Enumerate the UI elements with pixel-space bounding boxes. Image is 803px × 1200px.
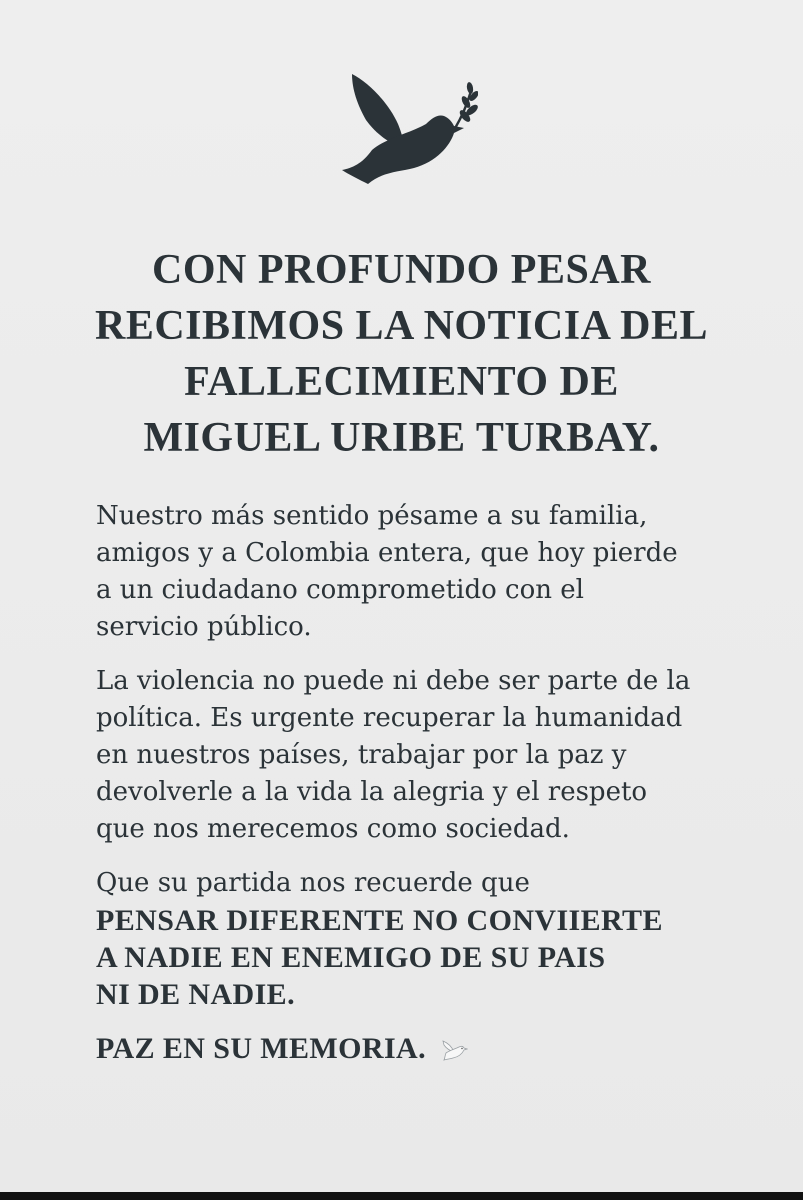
text-line: La violencia no puede ni debe ser parte de la bbox=[96, 666, 691, 696]
text-line: Nuestro más sentido pésame a su familia, bbox=[96, 501, 648, 531]
bottom-edge-bar bbox=[0, 1192, 803, 1200]
reminder-paragraph bbox=[96, 865, 736, 1013]
text-line: servicio público. bbox=[96, 612, 312, 642]
headline-line: RECIBIMOS LA NOTICIA DEL bbox=[95, 303, 708, 349]
text-line: política. Es urgente recuperar la humanidad bbox=[96, 703, 683, 733]
message-body bbox=[96, 498, 736, 1067]
emphasis-line: PENSAR DIFERENTE NO CONVIIERTE bbox=[96, 904, 663, 937]
closing-line bbox=[96, 1030, 736, 1067]
headline bbox=[40, 242, 763, 466]
headline-line: FALLECIMIENTO DE bbox=[184, 359, 619, 405]
text-line: que nos merecemos como sociedad. bbox=[96, 814, 570, 844]
text-line: Que su partida nos recuerde que bbox=[96, 868, 530, 898]
text-line: devolverle a la vida la alegria y el respeto bbox=[96, 777, 648, 807]
violence-paragraph bbox=[96, 663, 736, 848]
condolence-paragraph bbox=[96, 498, 736, 646]
dove-with-olive-branch-icon bbox=[338, 72, 478, 190]
text-line: en nuestros países, trabajar por la paz y bbox=[96, 740, 627, 770]
text-line: a un ciudadano comprometido con el bbox=[96, 575, 584, 605]
emphasis-line: NI DE NADIE. bbox=[96, 978, 295, 1011]
closing-text: PAZ EN SU MEMORIA. bbox=[96, 1032, 426, 1065]
emphasis-line: A NADIE EN ENEMIGO DE SU PAIS bbox=[96, 941, 606, 974]
white-dove-emoji-icon bbox=[440, 1039, 468, 1061]
text-line: amigos y a Colombia entera, que hoy pierde bbox=[96, 538, 678, 568]
headline-line: CON PROFUNDO PESAR bbox=[152, 247, 651, 293]
headline-line: MIGUEL URIBE TURBAY. bbox=[143, 415, 660, 461]
